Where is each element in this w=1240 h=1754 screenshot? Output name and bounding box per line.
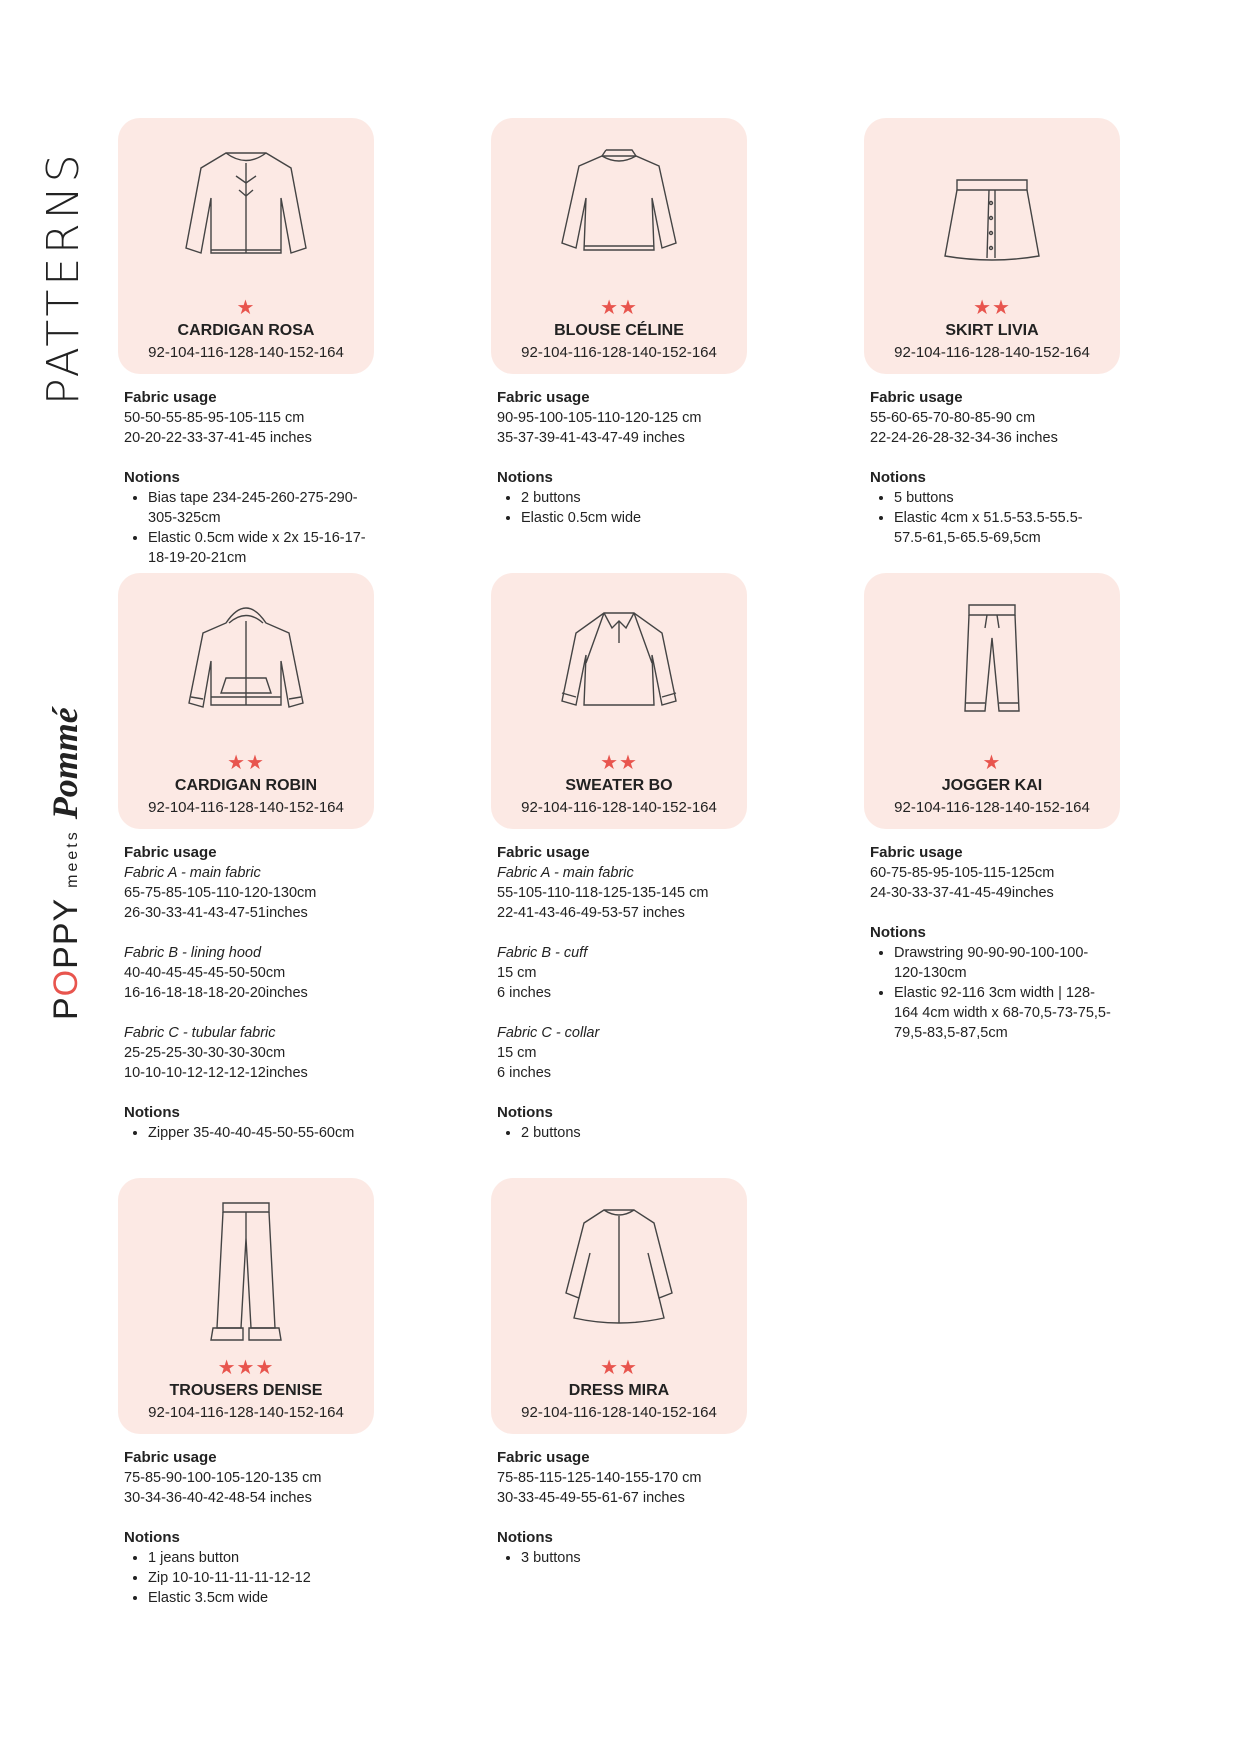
fabric-line: 16-16-18-18-18-20-20inches	[124, 985, 308, 1001]
notions-heading: Notions	[497, 469, 553, 486]
fabric-line: 40-40-45-45-45-50-50cm	[124, 965, 286, 981]
dress-icon	[554, 1198, 684, 1338]
fabric-usage-heading: Fabric usage	[124, 1449, 217, 1466]
fabric-group-label: Fabric C - tubular fabric	[124, 1025, 276, 1041]
pattern-sizes: 92-104-116-128-140-152-164	[894, 799, 1090, 816]
notions-heading: Notions	[497, 1529, 553, 1546]
pattern-card	[491, 1178, 747, 1434]
notion-item: • 1 jeans button	[148, 1548, 369, 1568]
fabric-group-label: Fabric A - main fabric	[497, 865, 634, 881]
pattern-info	[491, 1448, 742, 1568]
fabric-line: 22-24-26-28-32-34-36 inches	[870, 430, 1058, 446]
notions-list	[870, 488, 1115, 548]
notions-heading: Notions	[870, 469, 926, 486]
fabric-line: 15 cm	[497, 1045, 537, 1061]
pattern-card	[864, 573, 1120, 829]
fabric-line: 6 inches	[497, 1065, 552, 1081]
pattern-info	[118, 1448, 369, 1608]
jogger-icon	[927, 593, 1057, 733]
notion-item: • Bias tape 234-245-260-275-290-305-325cm	[148, 488, 369, 528]
pattern-sizes: 92-104-116-128-140-152-164	[148, 799, 344, 816]
pattern-card	[864, 118, 1120, 374]
notion-item: • 5 buttons	[894, 488, 1115, 508]
notions-list	[124, 1123, 369, 1143]
fabric-line: 25-25-25-30-30-30-30cm	[124, 1045, 286, 1061]
fabric-line: 22-41-43-46-49-53-57 inches	[497, 905, 685, 921]
notion-item: • Elastic 92-116 3cm width | 128-164 4cm width x 68-70,5-73-75,5-79,5-83,5-87,5cm	[894, 983, 1115, 1043]
pattern-name: CARDIGAN ROSA	[177, 322, 315, 339]
difficulty-stars: ★★★	[217, 1357, 275, 1379]
notion-item: • Zipper 35-40-40-45-50-55-60cm	[148, 1123, 369, 1143]
fabric-line: 24-30-33-37-41-45-49inches	[870, 885, 1054, 901]
pattern-info	[118, 388, 369, 568]
fabric-line: 15 cm	[497, 965, 537, 981]
fabric-line: 35-37-39-41-43-47-49 inches	[497, 430, 685, 446]
notion-item: • 2 buttons	[521, 1123, 742, 1143]
notions-heading: Notions	[497, 1104, 553, 1121]
notions-list	[870, 943, 1115, 1043]
side-branding	[0, 0, 110, 1754]
pattern-jogger-kai	[864, 573, 1164, 1043]
notion-item: • Zip 10-10-11-11-11-12-12	[148, 1568, 369, 1588]
brand-pomme: Pommé	[45, 707, 85, 820]
notions-list	[497, 488, 742, 528]
notion-item: • Drawstring 90-90-90-100-100-120-130cm	[894, 943, 1115, 983]
notions-list	[124, 488, 369, 568]
pattern-name: SWEATER BO	[565, 777, 673, 794]
fabric-line: 20-20-22-33-37-41-45 inches	[124, 430, 312, 446]
pattern-sweater-bo	[491, 573, 791, 1143]
difficulty-stars: ★	[236, 297, 256, 319]
difficulty-stars: ★★	[600, 1357, 638, 1379]
pattern-info	[118, 843, 369, 1143]
sweater-icon	[554, 593, 684, 733]
notion-item: • 2 buttons	[521, 488, 742, 508]
pattern-info	[491, 843, 742, 1143]
page-title: PATTERNS	[38, 150, 89, 405]
pattern-name: TROUSERS DENISE	[169, 1382, 323, 1399]
pattern-sizes: 92-104-116-128-140-152-164	[521, 1404, 717, 1421]
fabric-group-label: Fabric C - collar	[497, 1025, 600, 1041]
pattern-cardigan-robin	[118, 573, 418, 1143]
difficulty-stars: ★★	[600, 752, 638, 774]
notions-heading: Notions	[124, 1529, 180, 1546]
difficulty-stars: ★★	[227, 752, 265, 774]
pattern-info	[491, 388, 742, 528]
brand-meets: meets	[64, 829, 81, 888]
pattern-trousers-denise	[118, 1178, 418, 1608]
fabric-usage-heading: Fabric usage	[497, 389, 590, 406]
cardigan-icon	[181, 138, 311, 278]
fabric-line: 55-60-65-70-80-85-90 cm	[870, 410, 1036, 426]
pattern-info	[864, 843, 1115, 1043]
fabric-usage-heading: Fabric usage	[124, 844, 217, 861]
pattern-name: JOGGER KAI	[941, 777, 1043, 794]
fabric-usage-heading: Fabric usage	[870, 844, 963, 861]
notions-list	[497, 1123, 742, 1143]
pattern-sizes: 92-104-116-128-140-152-164	[894, 344, 1090, 361]
pattern-info	[864, 388, 1115, 548]
fabric-line: 65-75-85-105-110-120-130cm	[124, 885, 317, 901]
fabric-group-label: Fabric B - cuff	[497, 945, 588, 961]
pattern-name: SKIRT LIVIA	[945, 322, 1039, 339]
pattern-sizes: 92-104-116-128-140-152-164	[148, 1404, 344, 1421]
fabric-usage-heading: Fabric usage	[497, 1449, 590, 1466]
fabric-group-label: Fabric B - lining hood	[124, 945, 262, 961]
fabric-usage-heading: Fabric usage	[497, 844, 590, 861]
notions-list	[497, 1548, 742, 1568]
fabric-usage-heading: Fabric usage	[870, 389, 963, 406]
pattern-name: BLOUSE CÉLINE	[554, 322, 684, 339]
difficulty-stars: ★★	[973, 297, 1011, 319]
notions-heading: Notions	[124, 1104, 180, 1121]
notion-item: • Elastic 0.5cm wide x 2x 15-16-17-18-19-20-21cm	[148, 528, 369, 568]
fabric-line: 60-75-85-95-105-115-125cm	[870, 865, 1055, 881]
notions-heading: Notions	[124, 469, 180, 486]
trousers-icon	[181, 1198, 311, 1348]
pattern-cardigan-rosa	[118, 118, 418, 568]
pattern-card	[491, 118, 747, 374]
notions-heading: Notions	[870, 924, 926, 941]
fabric-line: 30-34-36-40-42-48-54 inches	[124, 1490, 312, 1506]
fabric-usage-heading: Fabric usage	[124, 389, 217, 406]
pattern-name: DRESS MIRA	[568, 1382, 670, 1399]
pattern-blouse-celine	[491, 118, 791, 528]
pattern-sizes: 92-104-116-128-140-152-164	[148, 344, 344, 361]
pattern-dress-mira	[491, 1178, 791, 1568]
pattern-card	[118, 118, 374, 374]
fabric-line: 75-85-115-125-140-155-170 cm	[497, 1470, 702, 1486]
notion-item: • 3 buttons	[521, 1548, 742, 1568]
pattern-card	[118, 1178, 374, 1434]
pattern-sizes: 92-104-116-128-140-152-164	[521, 344, 717, 361]
notion-item: • Elastic 0.5cm wide	[521, 508, 742, 528]
fabric-line: 26-30-33-41-43-47-51inches	[124, 905, 308, 921]
fabric-line: 10-10-10-12-12-12-12inches	[124, 1065, 308, 1081]
fabric-line: 6 inches	[497, 985, 552, 1001]
brand-poppy: POPPY	[47, 897, 85, 1020]
difficulty-stars: ★★	[600, 297, 638, 319]
difficulty-stars: ★	[982, 752, 1002, 774]
blouse-icon	[554, 138, 684, 278]
pattern-sizes: 92-104-116-128-140-152-164	[521, 799, 717, 816]
fabric-line: 90-95-100-105-110-120-125 cm	[497, 410, 702, 426]
pattern-card	[118, 573, 374, 829]
pattern-name: CARDIGAN ROBIN	[174, 777, 318, 794]
fabric-line: 30-33-45-49-55-61-67 inches	[497, 1490, 685, 1506]
skirt-icon	[927, 138, 1057, 278]
hoodie-icon	[181, 593, 311, 733]
fabric-group-label: Fabric A - main fabric	[124, 865, 261, 881]
pattern-card	[491, 573, 747, 829]
notions-list	[124, 1548, 369, 1608]
notion-item: • Elastic 4cm x 51.5-53.5-55.5-57.5-61,5-65.5-69,5cm	[894, 508, 1115, 548]
fabric-line: 50-50-55-85-95-105-115 cm	[124, 410, 305, 426]
brand-logo	[44, 707, 86, 1020]
fabric-line: 75-85-90-100-105-120-135 cm	[124, 1470, 322, 1486]
fabric-line: 55-105-110-118-125-135-145 cm	[497, 885, 709, 901]
notion-item: • Elastic 3.5cm wide	[148, 1588, 369, 1608]
pattern-skirt-livia	[864, 118, 1164, 548]
